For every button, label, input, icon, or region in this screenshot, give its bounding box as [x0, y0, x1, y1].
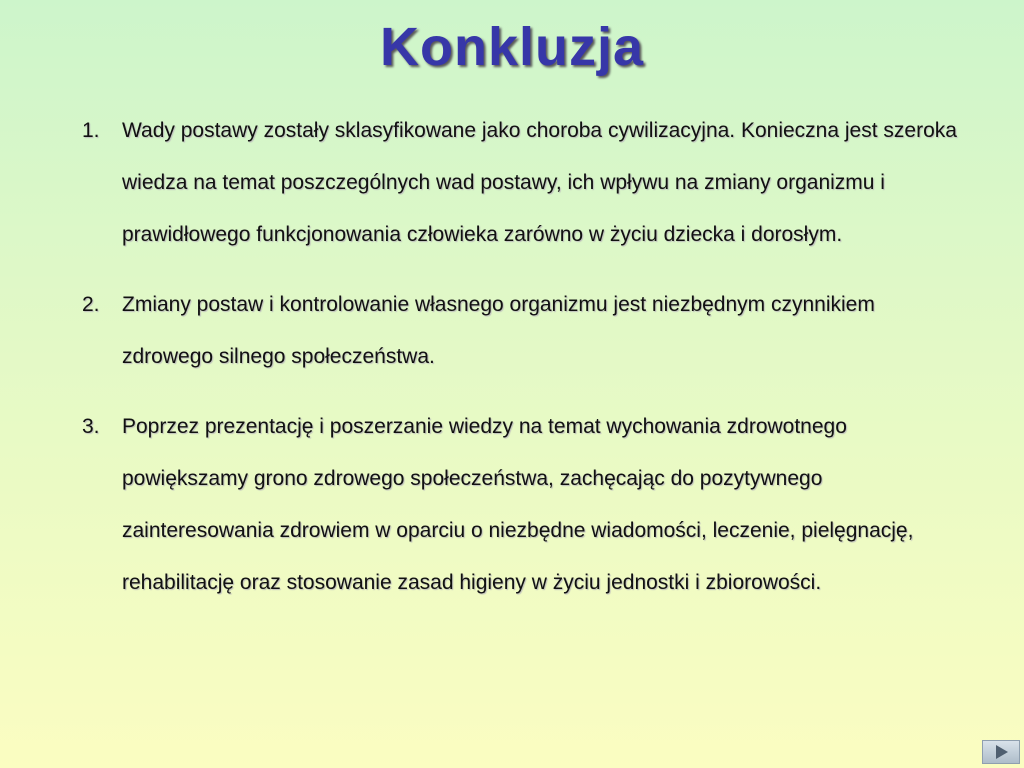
list-item-number: 2. — [82, 293, 100, 316]
list-item-text: Poprzez prezentację i poszerzanie wiedzy na temat wychowania zdrowotnego powiększamy grono zdrowego społeczeństwa, zachęcając do pozytywnego zainteresowania zdrowiem w oparciu o niezbędne wiadomości, leczenie, pielęgnację, rehabilitację oraz stosowanie zasad higieny w życiu jednostki i zbiorowości. — [122, 415, 914, 594]
list-item — [0, 279, 1024, 383]
list-item-number: 1. — [82, 119, 100, 142]
slide-title: Konkluzja — [379, 17, 645, 77]
list-item — [0, 105, 1024, 261]
play-icon — [996, 745, 1008, 759]
list-item-text: Wady postawy zostały sklasyfikowane jako choroba cywilizacyjna. Konieczna jest szeroka wiedza na temat poszczególnych wad postawy, ich wpływu na zmiany organizmu i prawidłowego funkcjonowania człowieka zarówno w życiu dziecka i dorosłym. — [122, 119, 957, 246]
list-item — [0, 401, 1024, 609]
list-item-number: 3. — [82, 415, 100, 438]
next-slide-button[interactable] — [982, 740, 1020, 764]
list-item-text: Zmiany postaw i kontrolowanie własnego organizmu jest niezbędnym czynnikiem zdrowego silnego społeczeństwa. — [122, 293, 875, 368]
conclusion-list — [0, 105, 1024, 627]
